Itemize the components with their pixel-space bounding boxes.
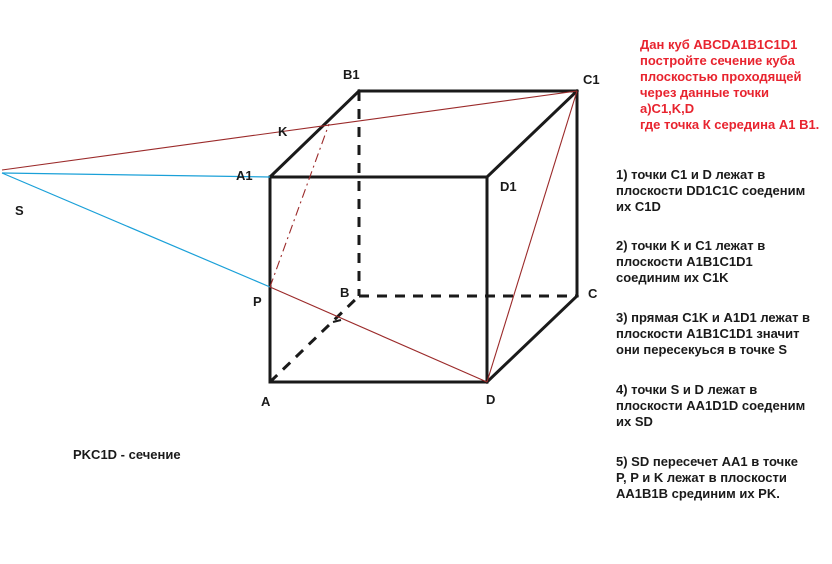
step-line: 5) SD пересечет AA1 в точке: [616, 454, 798, 469]
step-line: их SD: [616, 414, 653, 429]
step-line: P, P и K лежат в плоскости: [616, 470, 787, 485]
step-line: плоскости AA1D1D соеденим: [616, 398, 806, 413]
crossing-tick: [333, 320, 341, 322]
task-line: через данные точки: [640, 85, 770, 100]
label-c: C: [588, 286, 598, 301]
step-1: [616, 167, 830, 215]
line-p-d: [270, 287, 487, 382]
answer-text: PKC1D - сечение: [73, 447, 181, 462]
step-line: 1) точки C1 и D лежат в: [616, 167, 766, 182]
label-a: A: [261, 394, 271, 409]
step-5: [616, 454, 830, 502]
label-c1: C1: [583, 72, 600, 87]
label-a1: A1: [236, 168, 253, 183]
task-line: где точка К середина А1 В1.: [640, 117, 820, 132]
step-line: 4) точки S и D лежат в: [616, 382, 758, 397]
section-lines: [2, 91, 577, 382]
step-line: они пересекуься в точке S: [616, 342, 788, 357]
label-b1: B1: [343, 67, 360, 82]
label-b: B: [340, 285, 350, 300]
label-d: D: [486, 392, 496, 407]
step-2: [616, 238, 830, 286]
label-k: K: [278, 124, 288, 139]
step-line: плоскости A1B1C1D1 значит: [616, 326, 800, 341]
line-s-a1: [2, 173, 270, 177]
step-line: плоскости DD1C1C соеденим: [616, 183, 806, 198]
step-line: их C1D: [616, 199, 661, 214]
step-line: плоскости A1B1C1D1: [616, 254, 753, 269]
task-line: Дан куб ABCDA1B1C1D1: [640, 37, 798, 52]
step-line: 3) прямая C1K и A1D1 лежат в: [616, 310, 811, 325]
step-3: [616, 310, 830, 358]
label-d1: D1: [500, 179, 517, 194]
step-4: [616, 382, 830, 430]
label-p: P: [253, 294, 262, 309]
step-line: соединим их C1K: [616, 270, 729, 285]
construction-lines: [2, 173, 270, 287]
task-line: а)C1,K,D: [640, 101, 695, 116]
step-line: 2) точки K и C1 лежат в: [616, 238, 766, 253]
task-line: плоскостью проходящей: [640, 69, 802, 84]
step-line: AA1B1B срединим их PK.: [616, 486, 780, 501]
task-statement: [640, 37, 830, 133]
label-s: S: [15, 203, 24, 218]
line-s-p: [2, 173, 270, 287]
edge-a-b: [270, 296, 359, 382]
task-line: постройте сечение куба: [640, 53, 795, 68]
